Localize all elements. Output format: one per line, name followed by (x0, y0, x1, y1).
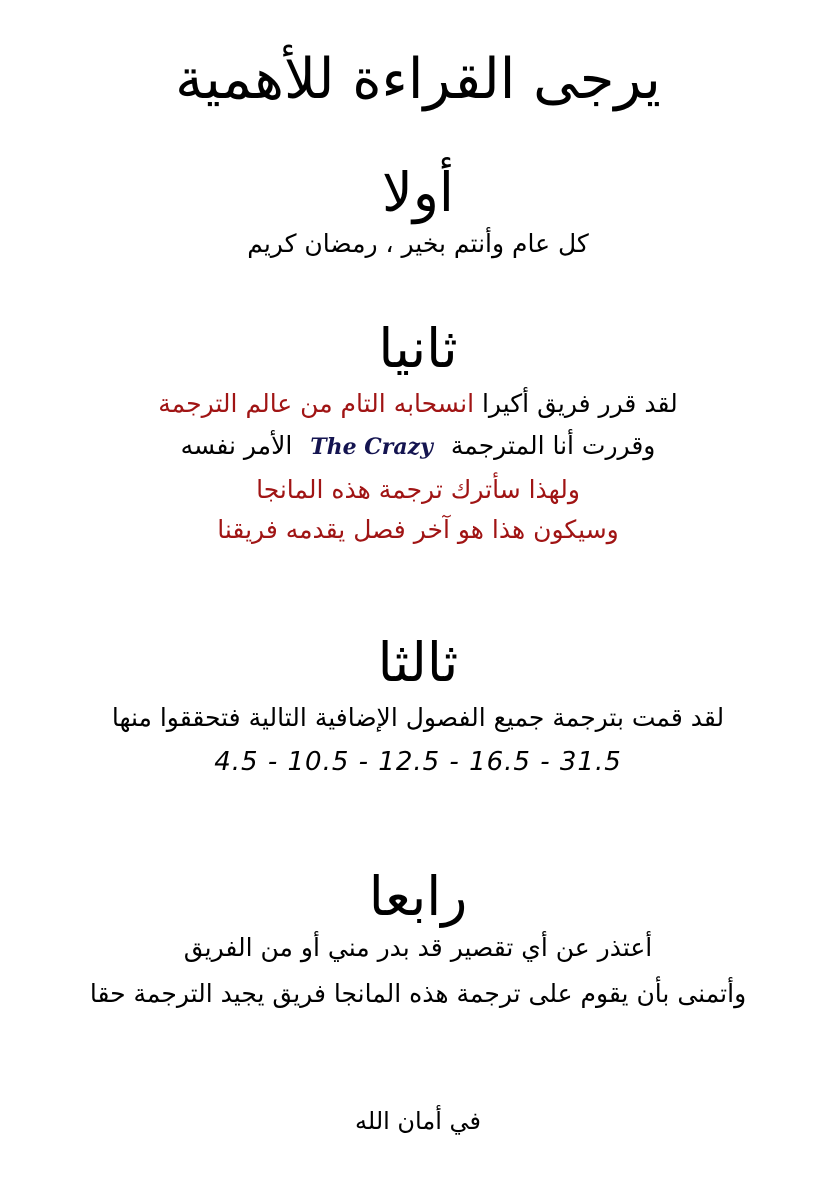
team-decision-text: لقد قرر فريق أكيرا (481, 389, 678, 418)
section-heading-third: ثالثا (377, 631, 459, 694)
closing-farewell: في أمان الله (355, 1107, 481, 1135)
section-heading-first: أولا (382, 161, 454, 224)
section-second-line-1 (0, 386, 836, 422)
withdrawal-text: انسحابه التام من عالم الترجمة (158, 389, 475, 418)
section-third-line-1: لقد قمت بترجمة جميع الفصول الإضافية التالية فتحققوا منها (111, 703, 725, 732)
section-second-line-2 (0, 428, 836, 465)
section-second-line-4: وسيكون هذا هو آخر فصل يقدمه فريقنا (217, 515, 619, 544)
section-heading-second: ثانيا (378, 317, 458, 380)
section-heading-fourth: رابعا (368, 865, 468, 928)
section-fourth-line-2: وأتمنى بأن يقوم على ترجمة هذه المانجا فريق يجيد الترجمة حقا (89, 979, 747, 1008)
section-second-line-3: ولهذا سأترك ترجمة هذه المانجا (256, 475, 580, 504)
translator-name: The Crazy (310, 434, 433, 460)
extra-chapters-list: 4.5 - 10.5 - 12.5 - 16.5 - 31.5 (214, 747, 622, 777)
section-fourth-line-1: أعتذر عن أي تقصير قد بدر مني أو من الفريق (183, 933, 653, 962)
same-decision-text: الأمر نفسه (180, 431, 293, 460)
translator-decision-text: وقررت أنا المترجمة (450, 431, 656, 460)
page-title: يرجى القراءة للأهمية (175, 47, 661, 112)
section-first-line-1: كل عام وأنتم بخير ، رمضان كريم (247, 229, 589, 258)
